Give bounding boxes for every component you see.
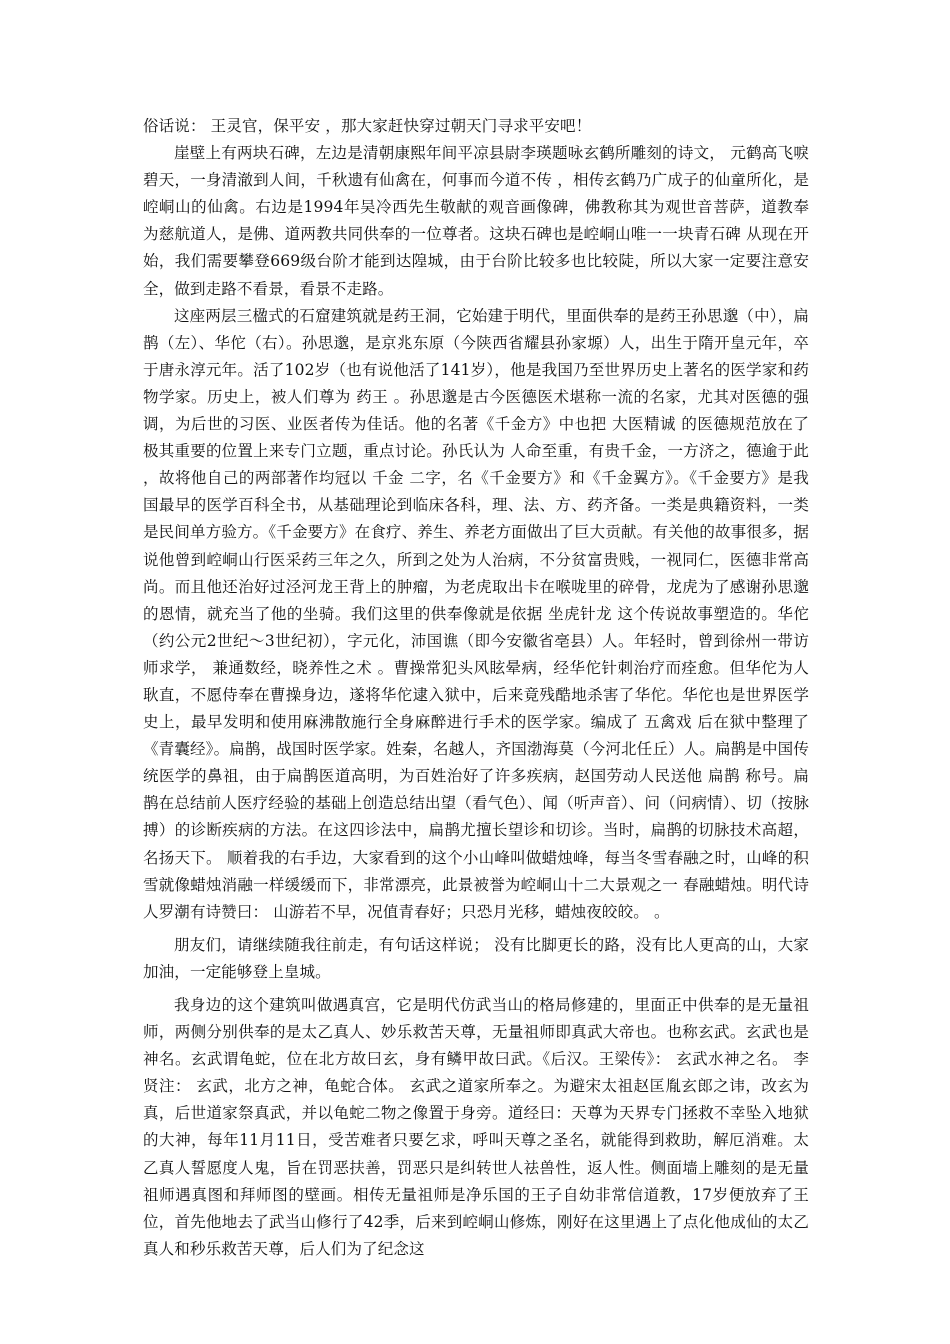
paragraph-proverb: 俗话说： 王灵官，保平安 ，那大家赶快穿过朝天门寻求平安吧！ (143, 117, 592, 135)
document-body (143, 113, 809, 1263)
paragraph-stone-tablets: 崖壁上有两块石碑，左边是清朝康熙年间平凉县尉李瑛题咏玄鹤所雕刻的诗文， 元鹤高飞唳碧天，一身清澈到人间，千秋遗有仙禽在，何事而今道不传 ，相传玄鹤乃广成子的仙童所化，是崆峒山的仙禽。右边是1994年吴冷西先生敬献的观音画像碑，佛教称其为观世音菩萨，道教奉为慈航道人，是佛、道两教共同供奉的一位尊者。这块石碑也是崆峒山唯一一块青石碑 从现在开始，我们需要攀登669级台阶才能到达隍城，由于台阶比较多也比较陡，所以大家一定要注意安全，做到走路不看景，看景不走路。 (143, 144, 809, 298)
paragraph-yaowang-cave: 这座两层三楹式的石窟建筑就是药王洞，它始建于明代，里面供奉的是药王孙思邈（中），扁鹊（左）、华佗（右）。孙思邈，是京兆东原（今陕西省耀县孙家塬）人，出生于隋开皇元年，卒于唐永淳元年。活了102岁（也有说他活了141岁），他是我国乃至世界历史上著名的医学家和药物学家。历史上，被人们尊为 药王 。孙思邈是古今医德医术堪称一流的名家，尤其对医德的强调，为后世的习医、业医者传为佳话。他的名著《千金方》中也把 大医精诚 的医德规范放在了极其重要的位置上来专门立题，重点讨论。孙氏认为 人命至重，有贵千金，一方济之，德逾于此 ，故将他自己的两部著作均冠以 千金 二字，名《千金要方》和《千金翼方》。《千金要方》是我国最早的医学百科全书，从基础理论到临床各科，理、法、方、药齐备。一类是典籍资料，一类是民间单方验方。《千金要方》在食疗、养生、养老方面做出了巨大贡献。有关他的故事很多，据说他曾到崆峒山行医采药三年之久，所到之处为人治病，不分贫富贵贱，一视同仁，医德非常高尚。而且他还治好过泾河龙王背上的肿瘤，为老虎取出卡在喉咙里的碎骨，龙虎为了感谢孙思邈的恩情，就充当了他的坐骑。我们这里的供奉像就是依据 坐虎针龙 这个传说故事塑造的。华佗（约公元2世纪～3世纪初），字元化，沛国谯（即今安徽省亳县）人。年轻时，曾到徐州一带访师求学， 兼通数经，晓养性之术 。曹操常犯头风眩晕病，经华佗针刺治疗而痊愈。但华佗为人耿直，不愿侍奉在曹操身边，遂将华佗逮入狱中，后来竟残酷地杀害了华佗。华佗也是世界医学史上，最早发明和使用麻沸散施行全身麻醉进行手术的医学家。编成了 五禽戏 后在狱中整理了《青囊经》。扁鹊，战国时医学家。姓秦，名越人，齐国渤海莫（今河北任丘）人。扁鹊是中国传统医学的鼻祖，由于扁鹊医道高明，为百姓治好了许多疾病，赵国劳动人民送他 扁鹊 称号。扁鹊在总结前人医疗经验的基础上创造总结出望（看气色）、闻（听声音）、问（问病情）、切（按脉搏）的诊断疾病的方法。在这四诊法中，扁鹊尤擅长望诊和切诊。当时，扁鹊的切脉技术高超，名扬天下。 顺着我的右手边，大家看到的这个小山峰叫做蜡烛峰，每当冬雪春融之时，山峰的积雪就像蜡烛消融一样缓缓而下，非常漂亮，此景被誉为崆峒山十二大景观之一 春融蜡烛。明代诗人罗潮有诗赞曰： 山游若不早，况值青春好；只恐月光移，蜡烛夜皎皎。 。 (143, 306, 809, 921)
paragraph-keep-climbing: 朋友们，请继续随我往前走，有句话这样说； 没有比脚更长的路，没有比人更高的山，大家加油，一定能够登上皇城。 (143, 935, 809, 981)
paragraph-yuzhen-palace: 我身边的这个建筑叫做遇真宫，它是明代仿武当山的格局修建的，里面正中供奉的是无量祖师，两侧分别供奉的是太乙真人、妙乐救苦天尊，无量祖师即真武大帝也。也称玄武。玄武也是神名。玄武谓龟蛇，位在北方故曰玄，身有鳞甲故曰武。《后汉。王梁传》： 玄武水神之名。 李贤注： 玄武，北方之神，龟蛇合体。 玄武之道家所奉之。为避宋太祖赵匡胤玄郎之讳，改玄为真，后世道家祭真武，并以龟蛇二物之像置于身旁。道经曰：天尊为天界专门拯救不幸坠入地狱的大神，每年11月11日，受苦难者只要乞求，呼叫天尊之圣名，就能得到救助，解厄消难。太乙真人誓愿度人鬼，旨在罚恶扶善，罚恶只是纠转世人祛兽性，返人性。侧面墙上雕刻的是无量祖师遇真图和拜师图的壁画。相传无量祖师是净乐国的王子自幼非常信道教，17岁便放弃了王位，首先他地去了武当山修行了42季，后来到崆峒山修炼，刚好在这里遇上了点化他成仙的太乙真人和秒乐救苦天尊，后人们为了纪念这 (143, 996, 809, 1258)
